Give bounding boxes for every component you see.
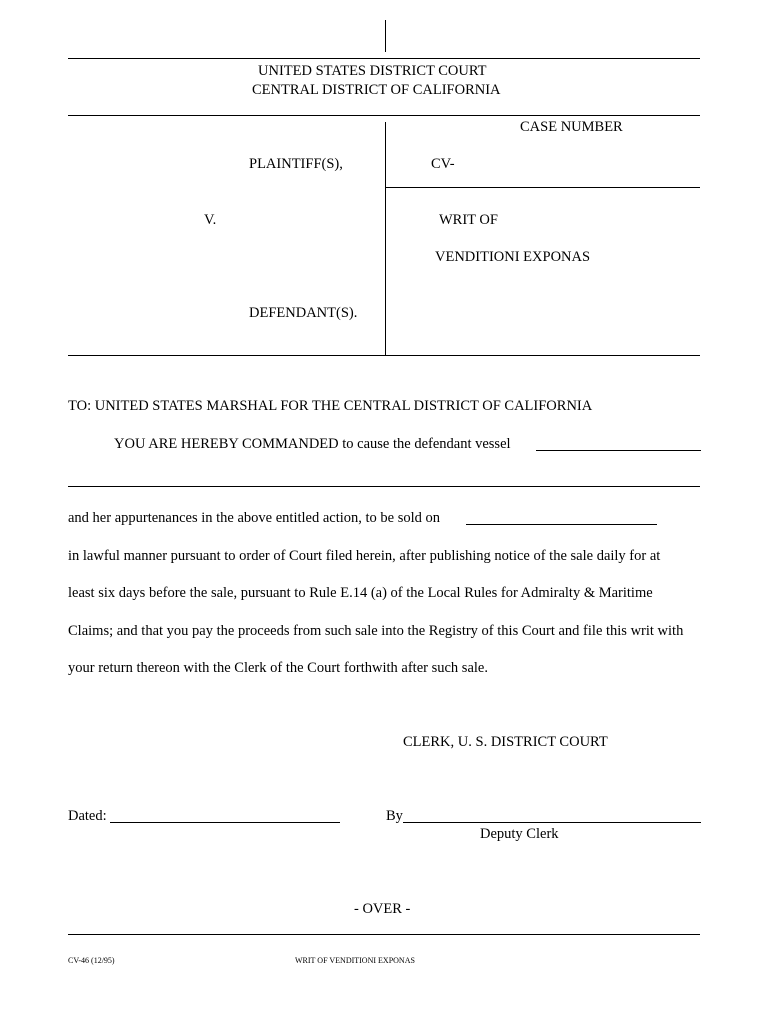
by-label: By [386,808,403,824]
vessel-name-field[interactable] [536,450,701,451]
plaintiff-label: PLAINTIFF(S), [249,156,343,172]
caption-top-rule [68,115,700,116]
to-marshal-line: TO: UNITED STATES MARSHAL FOR THE CENTRAL DISTRICT OF CALIFORNIA [68,398,593,414]
paragraph-line-1: in lawful manner pursuant to order of Court filed herein, after publishing notice of the sale daily for at [68,548,661,564]
versus-label: V. [204,212,217,228]
writ-of-label: WRIT OF [439,212,498,228]
dated-field[interactable] [110,822,340,823]
paragraph-line-3: Claims; and that you pay the proceeds from such sale into the Registry of this Court and file this writ with [68,623,684,639]
appurtenances-line: and her appurtenances in the above entitled action, to be sold on [68,510,441,526]
deputy-clerk-label: Deputy Clerk [480,826,559,842]
court-name-line2: CENTRAL DISTRICT OF CALIFORNIA [252,82,501,98]
paragraph-line-4: your return thereon with the Clerk of the Court forthwith after such sale. [68,660,488,676]
sale-date-field[interactable] [466,524,657,525]
caption-bottom-rule [68,355,700,356]
caption-divider [385,122,386,356]
footer-rule [68,934,700,935]
paragraph-line-2: least six days before the sale, pursuant to Rule E.14 (a) of the Local Rules for Admiralty & Maritime [68,585,653,601]
deputy-signature-field[interactable] [403,822,701,823]
header-top-rule [68,58,700,59]
over-label: - OVER - [354,901,411,917]
form-title-footer: WRIT OF VENDITIONI EXPONAS [295,956,415,965]
form-code: CV-46 (12/95) [68,956,115,965]
writ-type-label: VENDITIONI EXPONAS [435,249,591,265]
case-number-rule [386,187,700,188]
cv-label: CV- [431,156,455,172]
defendant-label: DEFENDANT(S). [249,305,358,321]
court-name-line1: UNITED STATES DISTRICT COURT [258,63,487,79]
clerk-title: CLERK, U. S. DISTRICT COURT [403,734,608,750]
vessel-name-field-continued[interactable] [68,486,700,487]
case-number-label: CASE NUMBER [520,119,623,135]
dated-label: Dated: [68,808,107,824]
command-line: YOU ARE HEREBY COMMANDED to cause the defendant vessel [114,436,511,452]
top-tick-mark [385,20,386,52]
